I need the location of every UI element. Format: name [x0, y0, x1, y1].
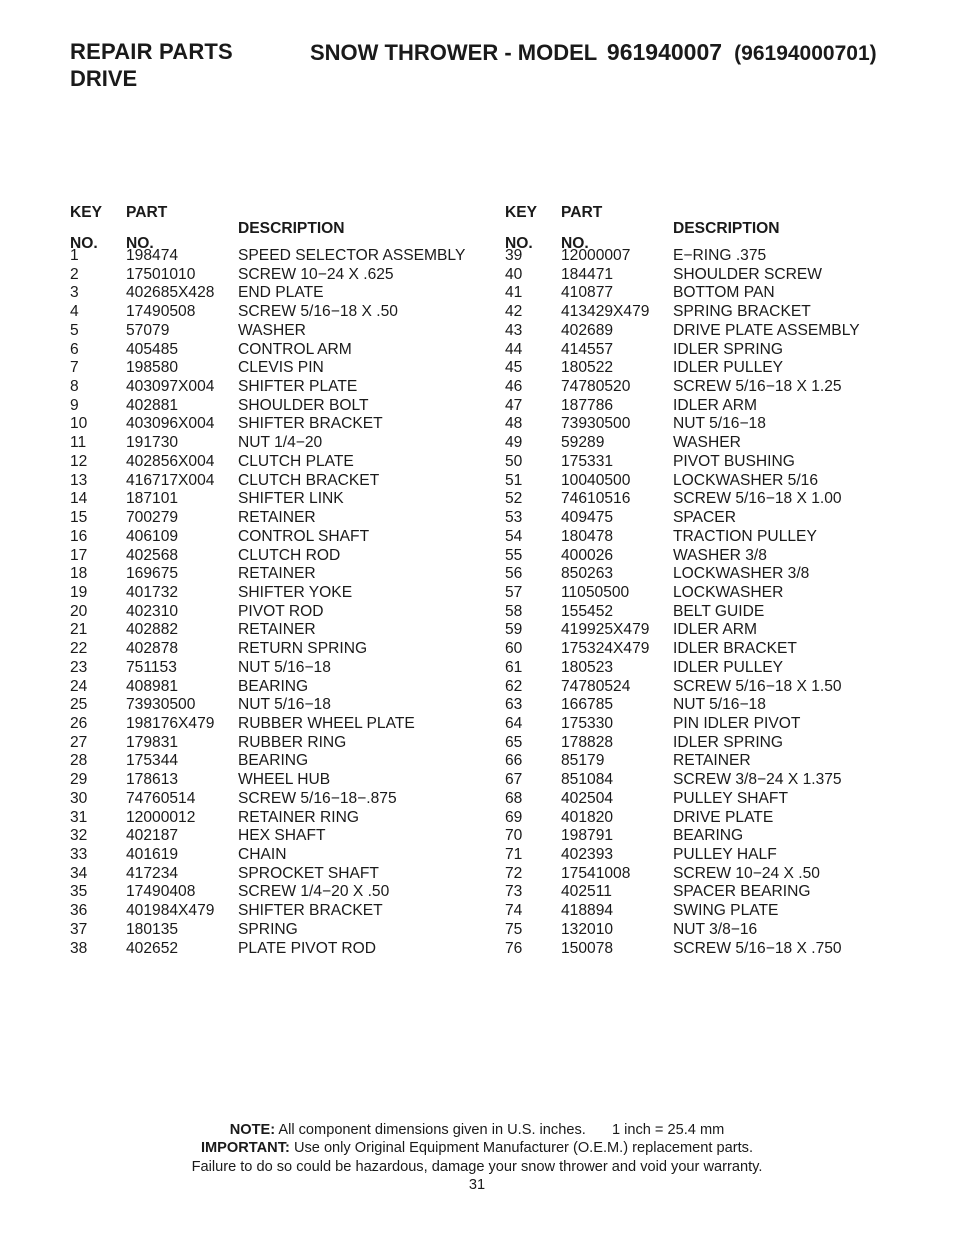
part-no-cell: 409475 — [561, 509, 614, 527]
part-no-cell: 175324X479 — [561, 640, 650, 658]
part-no-cell: 184471 — [561, 265, 614, 283]
part-no-cell: 12000012 — [126, 808, 196, 826]
key-no-cell: 59 — [505, 621, 523, 639]
description-cell: SHOULDER BOLT — [238, 396, 369, 414]
part-no-cell: 198580 — [126, 359, 179, 377]
key-header-bottom: NO. — [70, 235, 98, 252]
part-no-cell: 417234 — [126, 864, 179, 882]
key-no-cell: 40 — [505, 265, 523, 283]
page-number: 31 — [468, 1177, 486, 1194]
key-no-cell: 11 — [70, 434, 87, 452]
key-no-cell: 17 — [70, 546, 88, 564]
key-no-cell: 43 — [505, 321, 523, 339]
description-cell: SCREW 1/4−20 X .50 — [238, 883, 390, 901]
key-no-cell: 35 — [70, 883, 88, 901]
description-cell: PULLEY SHAFT — [673, 789, 788, 807]
key-no-cell: 10 — [70, 415, 88, 433]
key-header-top: KEY — [505, 204, 538, 221]
product-title — [310, 38, 877, 68]
part-no-cell: 419925X479 — [561, 621, 650, 639]
part-no-cell: 403097X004 — [126, 378, 215, 396]
part-no-cell: 402310 — [126, 602, 179, 620]
part-no-cell: 74780520 — [561, 378, 631, 396]
key-no-cell: 21 — [70, 621, 88, 639]
part-no-header — [561, 205, 602, 252]
part-no-cell: 402689 — [561, 321, 614, 339]
part-no-cell: 191730 — [126, 434, 179, 452]
part-no-cell: 166785 — [561, 696, 614, 714]
part-no-cell: 416717X004 — [126, 471, 215, 489]
description-cell: RETURN SPRING — [238, 640, 368, 658]
key-no-cell: 50 — [505, 452, 523, 470]
description-cell: NUT 5/16−18 — [238, 658, 331, 676]
key-no-cell: 13 — [70, 471, 88, 489]
key-no-cell: 66 — [505, 752, 523, 770]
description-cell: SHIFTER PLATE — [238, 378, 358, 396]
description-cell: SHIFTER BRACKET — [238, 415, 383, 433]
key-no-header — [505, 205, 537, 252]
key-no-cell: 34 — [70, 864, 88, 882]
key-no-cell: 19 — [70, 583, 88, 601]
part-no-cell: 180135 — [126, 920, 179, 938]
key-no-cell: 67 — [505, 771, 523, 789]
key-no-cell: 7 — [70, 359, 79, 377]
description-cell: SCREW 5/16−18 X 1.00 — [673, 490, 842, 508]
description-cell: IDLER SPRING — [673, 733, 784, 751]
subsection-title: DRIVE — [70, 66, 138, 91]
description-cell: SCREW 5/16−18 X 1.50 — [673, 677, 842, 695]
note-text: All component dimensions given in U.S. inches. — [278, 1122, 586, 1138]
part-no-cell: 403096X004 — [126, 415, 215, 433]
part-no-cell: 57079 — [126, 321, 170, 339]
part-no-cell: 405485 — [126, 340, 179, 358]
part-no-cell: 175331 — [561, 452, 614, 470]
part-no-cell: 178613 — [126, 771, 179, 789]
important-label: IMPORTANT: — [200, 1140, 290, 1157]
key-no-cell: 2 — [70, 265, 79, 283]
part-no-cell: 402511 — [561, 883, 612, 901]
part-no-cell: 751153 — [126, 658, 177, 676]
key-no-cell: 6 — [70, 340, 79, 358]
part-no-cell: 400026 — [561, 546, 614, 564]
description-cell: CONTROL SHAFT — [238, 527, 370, 545]
description-cell: PLATE PIVOT ROD — [238, 939, 377, 957]
part-no-cell: 198791 — [561, 827, 614, 845]
note-label: NOTE: — [229, 1122, 276, 1138]
part-no-cell: 187101 — [126, 490, 179, 508]
description-cell: SPRING — [238, 920, 298, 938]
part-header-top: PART — [561, 204, 603, 221]
key-no-cell: 22 — [70, 640, 88, 658]
description-cell: TRACTION PULLEY — [673, 527, 817, 545]
description-cell: PULLEY HALF — [673, 846, 777, 863]
key-no-cell: 15 — [70, 509, 88, 527]
part-no-cell: 187786 — [561, 396, 614, 414]
key-no-cell: 4 — [70, 303, 79, 321]
description-cell: CLUTCH BRACKET — [238, 471, 380, 489]
description-cell: IDLER ARM — [673, 621, 758, 639]
description-cell: SCREW 10−24 X .625 — [238, 265, 394, 283]
key-no-cell: 74 — [505, 902, 523, 920]
part-no-cell: 179831 — [126, 733, 179, 751]
key-no-cell: 51 — [505, 471, 523, 489]
part-no-cell: 700279 — [126, 509, 179, 527]
section-title: REPAIR PARTS — [70, 39, 233, 64]
description-cell: LOCKWASHER 3/8 — [673, 565, 810, 583]
key-no-cell: 68 — [505, 789, 523, 807]
description-header: DESCRIPTION — [238, 219, 345, 237]
description-cell: SCREW 3/8−24 X 1.375 — [673, 771, 842, 789]
part-no-cell: 414557 — [561, 340, 614, 358]
part-no-cell: 198474 — [126, 247, 179, 264]
description-cell: HEX SHAFT — [238, 827, 326, 845]
key-no-cell: 64 — [505, 714, 523, 732]
description-cell: PIN IDLER PIVOT — [673, 714, 801, 732]
key-no-cell: 49 — [505, 434, 523, 452]
part-no-cell: 402568 — [126, 546, 179, 564]
key-no-cell: 27 — [70, 733, 88, 751]
key-no-cell: 20 — [70, 602, 88, 620]
description-cell: SHIFTER YOKE — [238, 583, 353, 601]
description-cell: SPEED SELECTOR ASSEMBLY — [238, 247, 466, 264]
part-no-cell: 402882 — [126, 621, 179, 639]
description-cell: SPRING BRACKET — [673, 303, 811, 321]
key-no-cell: 37 — [70, 920, 88, 938]
part-no-cell: 401984X479 — [126, 902, 215, 920]
description-cell: BOTTOM PAN — [673, 284, 775, 302]
part-no-cell: 850263 — [561, 565, 614, 583]
key-no-cell: 42 — [505, 303, 523, 321]
description-cell: LOCKWASHER — [673, 583, 784, 601]
key-no-cell: 46 — [505, 378, 523, 396]
description-cell: SCREW 5/16−18−.875 — [238, 789, 397, 807]
part-no-cell: 169675 — [126, 565, 179, 583]
key-no-cell: 26 — [70, 714, 88, 732]
part-no-cell: 402685X428 — [126, 284, 215, 302]
description-cell: CONTROL ARM — [238, 340, 352, 358]
part-no-cell: 406109 — [126, 527, 179, 545]
part-no-cell: 17541008 — [561, 864, 631, 882]
key-no-cell: 8 — [70, 378, 79, 396]
part-header-bottom: NO. — [126, 235, 154, 252]
key-no-cell: 69 — [505, 808, 523, 826]
key-no-cell: 47 — [505, 396, 523, 414]
key-no-cell: 62 — [505, 677, 523, 695]
part-no-cell: 11050500 — [561, 583, 630, 601]
key-no-cell: 48 — [505, 415, 523, 433]
part-no-cell: 401820 — [561, 808, 614, 826]
warning-line: Failure to do so could be hazardous, damage your snow thrower and void your warranty. — [191, 1158, 763, 1175]
part-no-cell: 175330 — [561, 714, 614, 732]
part-no-cell: 59289 — [561, 434, 605, 452]
key-no-cell: 3 — [70, 284, 79, 302]
description-cell: DRIVE PLATE — [673, 808, 774, 826]
description-cell: SCREW 10−24 X .50 — [673, 864, 820, 882]
key-header-bottom: NO. — [505, 235, 533, 252]
part-no-cell: 73930500 — [126, 696, 196, 714]
key-no-cell: 75 — [505, 920, 523, 938]
part-no-cell: 402187 — [126, 827, 179, 845]
key-no-cell: 76 — [505, 939, 523, 957]
key-no-cell: 54 — [505, 527, 523, 545]
key-no-cell: 33 — [70, 846, 88, 863]
key-no-cell: 12 — [70, 452, 88, 470]
key-no-cell: 55 — [505, 546, 523, 564]
key-no-cell: 72 — [505, 864, 523, 882]
description-cell: LOCKWASHER 5/16 — [673, 471, 819, 489]
description-cell: RETAINER — [238, 565, 316, 583]
description-cell: SCREW 5/16−18 X .50 — [238, 303, 398, 321]
key-no-cell: 65 — [505, 733, 523, 751]
description-cell: SWING PLATE — [673, 902, 779, 920]
part-no-cell: 17501010 — [126, 265, 196, 283]
key-no-cell: 71 — [505, 846, 523, 863]
key-no-cell: 56 — [505, 565, 523, 583]
description-cell: CLUTCH PLATE — [238, 452, 354, 470]
part-no-header — [126, 205, 167, 252]
description-cell: CLUTCH ROD — [238, 546, 341, 564]
description-cell: WASHER — [673, 434, 741, 452]
key-no-cell: 23 — [70, 658, 88, 676]
important-line — [0, 1139, 954, 1157]
key-no-cell: 44 — [505, 340, 523, 358]
description-cell: IDLER PULLEY — [673, 658, 784, 676]
key-no-cell: 70 — [505, 827, 523, 845]
part-no-cell: 198176X479 — [126, 714, 215, 732]
description-cell: RUBBER RING — [238, 733, 347, 751]
description-cell: SHIFTER LINK — [238, 490, 344, 508]
description-cell: END PLATE — [238, 284, 324, 302]
key-no-cell: 52 — [505, 490, 523, 508]
part-no-cell: 418894 — [561, 902, 614, 920]
key-no-cell: 53 — [505, 509, 523, 527]
footer-notes — [0, 1121, 954, 1195]
part-no-cell: 150078 — [561, 939, 614, 957]
part-no-cell: 12000007 — [561, 247, 631, 264]
part-no-cell: 401619 — [126, 846, 179, 863]
part-no-cell: 155452 — [561, 602, 614, 620]
key-no-cell: 18 — [70, 565, 88, 583]
description-cell: PIVOT ROD — [238, 602, 324, 620]
key-no-cell: 25 — [70, 696, 88, 714]
part-no-cell: 402856X004 — [126, 452, 215, 470]
key-no-cell: 9 — [70, 396, 79, 414]
key-no-cell: 39 — [505, 247, 523, 264]
key-no-cell: 58 — [505, 602, 523, 620]
description-cell: E−RING .375 — [673, 247, 767, 264]
part-no-cell: 132010 — [561, 920, 614, 938]
key-no-cell: 57 — [505, 583, 523, 601]
key-no-cell: 24 — [70, 677, 88, 695]
key-no-cell: 60 — [505, 640, 523, 658]
part-no-cell: 74760514 — [126, 789, 196, 807]
description-cell: WHEEL HUB — [238, 771, 331, 789]
part-no-cell: 402878 — [126, 640, 179, 658]
part-header-bottom: NO. — [561, 235, 589, 252]
key-no-cell: 63 — [505, 696, 523, 714]
description-cell: SPACER BEARING — [673, 883, 811, 901]
key-no-cell: 32 — [70, 827, 88, 845]
description-cell: WASHER — [238, 321, 306, 339]
part-no-cell: 402881 — [126, 396, 179, 414]
description-cell: SHIFTER BRACKET — [238, 902, 383, 920]
note-line — [0, 1121, 954, 1139]
description-cell: IDLER BRACKET — [673, 640, 797, 658]
description-cell: NUT 5/16−18 — [238, 696, 331, 714]
description-cell: RETAINER — [673, 752, 751, 770]
description-cell: RETAINER RING — [238, 808, 360, 826]
description-cell: RUBBER WHEEL PLATE — [238, 714, 415, 732]
part-no-cell: 180522 — [561, 359, 614, 377]
key-no-cell: 31 — [70, 808, 88, 826]
description-cell: CHAIN — [238, 846, 287, 863]
key-no-cell: 61 — [505, 658, 523, 676]
description-cell: SCREW 5/16−18 X .750 — [673, 939, 842, 957]
part-no-cell: 17490508 — [126, 303, 196, 321]
description-cell: BEARING — [238, 752, 309, 770]
key-no-cell: 73 — [505, 883, 523, 901]
unit-conversion: 1 inch = 25.4 mm — [611, 1122, 725, 1138]
part-no-cell: 74780524 — [561, 677, 631, 695]
key-header-top: KEY — [70, 204, 103, 221]
part-no-cell: 402393 — [561, 846, 614, 863]
part-no-cell: 401732 — [126, 583, 179, 601]
key-no-cell: 45 — [505, 359, 523, 377]
part-header-top: PART — [126, 204, 168, 221]
key-no-cell: 38 — [70, 939, 88, 957]
description-cell: NUT 5/16−18 — [673, 696, 766, 714]
description-cell: WASHER 3/8 — [673, 546, 767, 564]
key-no-cell: 41 — [505, 284, 523, 302]
description-cell: NUT 3/8−16 — [673, 920, 758, 938]
description-cell: IDLER PULLEY — [673, 359, 784, 377]
key-no-header — [70, 205, 102, 252]
product-label: SNOW THROWER - MODEL — [310, 40, 597, 65]
part-no-cell: 85179 — [561, 752, 605, 770]
key-no-cell: 30 — [70, 789, 88, 807]
key-no-cell: 5 — [70, 321, 79, 339]
description-cell: BEARING — [238, 677, 309, 695]
part-no-cell: 74610516 — [561, 490, 631, 508]
part-no-cell: 413429X479 — [561, 303, 650, 321]
description-header: DESCRIPTION — [673, 219, 780, 237]
description-cell: SCREW 5/16−18 X 1.25 — [673, 378, 842, 396]
part-no-cell: 17490408 — [126, 883, 196, 901]
description-cell: NUT 5/16−18 — [673, 415, 766, 433]
part-no-cell: 175344 — [126, 752, 179, 770]
part-no-cell: 180478 — [561, 527, 614, 545]
description-cell: BEARING — [673, 827, 744, 845]
part-no-cell: 180523 — [561, 658, 614, 676]
description-cell: IDLER SPRING — [673, 340, 784, 358]
part-no-cell: 402504 — [561, 789, 614, 807]
description-cell: PIVOT BUSHING — [673, 452, 795, 470]
part-no-cell: 73930500 — [561, 415, 631, 433]
description-cell: SPROCKET SHAFT — [238, 864, 379, 882]
description-cell: BELT GUIDE — [673, 602, 765, 620]
part-no-cell: 402652 — [126, 939, 179, 957]
model-alt-number: (96194000701) — [734, 42, 877, 65]
part-no-cell: 408981 — [126, 677, 179, 695]
description-cell: SPACER — [673, 509, 736, 527]
important-text: Use only Original Equipment Manufacturer (O.E.M.) replacement parts. — [293, 1140, 754, 1157]
key-no-cell: 16 — [70, 527, 88, 545]
description-cell: IDLER ARM — [673, 396, 758, 414]
key-no-cell: 28 — [70, 752, 88, 770]
key-no-cell: 14 — [70, 490, 88, 508]
description-cell: RETAINER — [238, 621, 316, 639]
part-no-cell: 10040500 — [561, 471, 631, 489]
description-cell: DRIVE PLATE ASSEMBLY — [673, 321, 860, 339]
description-cell: CLEVIS PIN — [238, 359, 324, 377]
description-cell: SHOULDER SCREW — [673, 265, 823, 283]
model-number: 961940007 — [606, 39, 723, 65]
description-cell: NUT 1/4−20 — [238, 434, 323, 452]
key-no-cell: 1 — [70, 247, 79, 264]
part-no-cell: 410877 — [561, 284, 614, 302]
key-no-cell: 29 — [70, 771, 88, 789]
description-cell: RETAINER — [238, 509, 316, 527]
part-no-cell: 178828 — [561, 733, 614, 751]
part-no-cell: 851084 — [561, 771, 614, 789]
key-no-cell: 36 — [70, 902, 88, 920]
